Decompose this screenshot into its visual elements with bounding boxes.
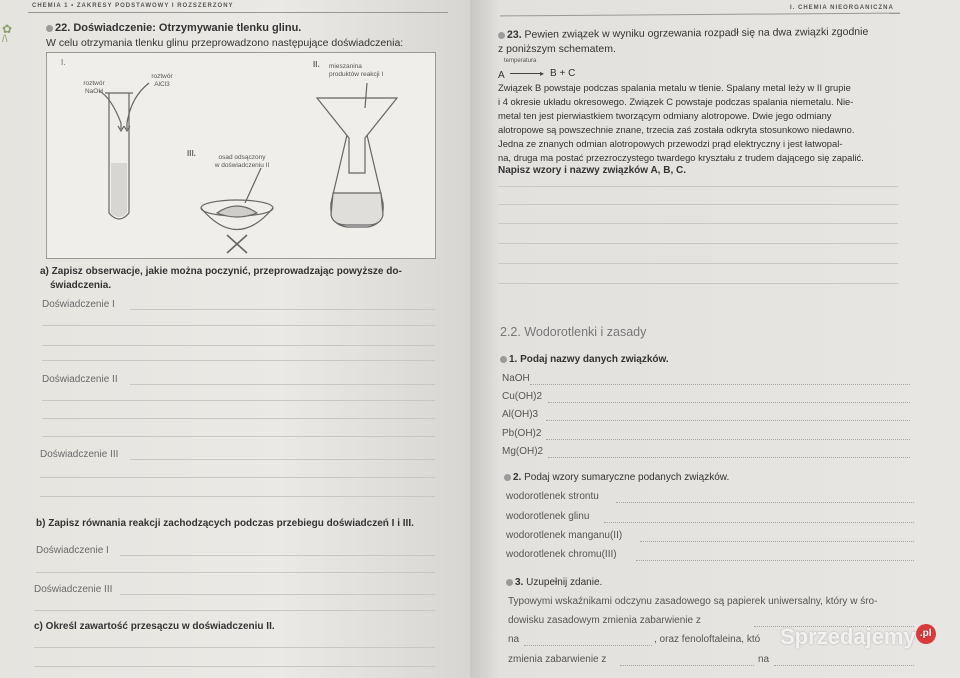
- task23-p6: na, druga ma postać przezroczystego twardego kryształu z trudem dającego się zapalić.: [498, 152, 864, 163]
- task2-item-strontium: wodorotlenek strontu: [506, 491, 599, 502]
- task23-p5: Jedna ze znanych odmian alotropowych przewodzi prąd elektryczny i jest łatwopal-: [498, 138, 843, 149]
- part-a-line2: świadczenia.: [50, 280, 112, 291]
- task3-heading: 3. Uzupełnij zdanie.: [506, 577, 602, 588]
- task23-command: Napisz wzory i nazwy związków A, B, C.: [498, 165, 687, 176]
- right-running-header: I. CHEMIA NIEORGANICZNA: [790, 5, 894, 11]
- difficulty-dot-icon: [504, 474, 511, 481]
- task1-item-mgoh2: Mg(OH)2: [502, 446, 544, 457]
- difficulty-dot-icon: [498, 32, 505, 39]
- b-exp1-label: Doświadczenie I: [36, 545, 109, 556]
- mixture-label: mieszanina produktów reakcji I: [329, 63, 384, 78]
- difficulty-dot-icon: [500, 356, 507, 363]
- leaf-ornament-icon: ✿: [2, 22, 13, 36]
- task23-p2: i 4 okresie układu okresowego. Związek C powstaje podczas spalania niemetalu. Nie-: [498, 96, 854, 107]
- left-running-header: CHEMIA 1 • ZAKRESY PODSTAWOWY I ROZSZERZONY: [32, 3, 234, 9]
- task3-line4b: na: [758, 654, 770, 665]
- evaporating-dish-icon: [201, 168, 273, 253]
- experiment-diagram: [46, 52, 436, 259]
- task22-heading: [46, 22, 301, 34]
- task22-number: 22.: [55, 22, 71, 34]
- right-page: [470, 0, 960, 678]
- task1-item-aloh3: Al(OH)3: [502, 409, 539, 420]
- watermark-logo: [780, 624, 936, 650]
- task1-item-naoh: NaOH: [502, 373, 530, 384]
- task2-heading: 2. Podaj wzory sumaryczne podanych związków.: [504, 472, 729, 483]
- difficulty-dot-icon: [506, 579, 513, 586]
- scheme-arrow: [510, 73, 542, 74]
- part-a-line1: a) Zapisz obserwacje, jakie można poczynić, przeprowadzając powyższe do-: [40, 266, 402, 277]
- task22-title: Doświadczenie: Otrzymywanie tlenku glinu.: [73, 22, 302, 34]
- test-tube-icon: [99, 83, 149, 219]
- task23-p4: alotropowe są powszechnie znane, trzecia zaś została odkryta stosunkowo niedawno.: [498, 124, 855, 135]
- naoh-label: roztwór NaOH: [83, 80, 105, 95]
- task2-item-manganese: wodorotlenek manganu(II): [506, 530, 623, 541]
- task3-line4a: zmienia zabarwienie z: [508, 654, 607, 665]
- task23-p1: Związek B powstaje podczas spalania metalu w tlenie. Spalany metal leży w II grupie: [498, 82, 851, 93]
- task1-heading: 1. Podaj nazwy danych związków.: [500, 354, 669, 365]
- left-page: [0, 0, 470, 678]
- apparatus-drawing: [47, 53, 435, 258]
- task3-line1: Typowymi wskaźnikami odczynu zasadowego są papierek uniwersalny, który w śro-: [508, 596, 878, 607]
- task2-item-aluminium: wodorotlenek glinu: [506, 511, 590, 522]
- part-b: b) Zapisz równania reakcji zachodzących podczas przebiegu doświadczeń I i III.: [36, 518, 414, 529]
- diagram-label-2: II.: [313, 60, 320, 69]
- task1-item-pboh2: Pb(OH)2: [502, 428, 542, 439]
- alcl3-label: roztwór AlCl3: [151, 73, 173, 88]
- arrow-head-icon: ▸: [540, 69, 545, 78]
- task22-intro: W celu otrzymania tlenku glinu przeprowadzono następujące doświadczenia:: [46, 37, 404, 49]
- funnel-flask-icon: [317, 83, 397, 227]
- diagram-label-1: I.: [61, 58, 66, 67]
- task3-line3b: , oraz fenoloftaleina, któ: [654, 634, 761, 645]
- exp2-label: Doświadczenie II: [42, 374, 118, 385]
- b-exp3-label: Doświadczenie III: [34, 584, 113, 595]
- scheme-a: A: [498, 70, 505, 81]
- task3-line2: dowisku zasadowym zmienia zabarwienie z: [508, 615, 701, 626]
- task23-p3: metal ten jest pierwiastkiem tworzącym odmiany alotropowe. Dwie jego odmiany: [498, 110, 832, 121]
- task2-item-chromium: wodorotlenek chromu(III): [506, 549, 617, 560]
- task1-item-cuoh2: Cu(OH)2: [502, 391, 543, 402]
- section-title: 2.2. Wodorotlenki i zasady: [500, 325, 647, 339]
- task23-line1: 23. Pewien związek w wyniku ogrzewania rozpadł się na dwa związki zgodnie: [498, 26, 868, 41]
- exp1-label: Doświadczenie I: [42, 299, 115, 310]
- watermark-text: Sprzedajemy: [780, 624, 916, 649]
- scheme-products: B + C: [550, 68, 576, 79]
- diagram-label-3: III.: [187, 149, 196, 158]
- part-c: c) Określ zawartość przesączu w doświadczeniu II.: [34, 621, 275, 632]
- scheme-temp: temperatura: [504, 58, 537, 64]
- watermark-suffix-badge: .pl: [916, 624, 936, 644]
- difficulty-dot-icon: [46, 25, 53, 32]
- precipitate-label: osad odsączony w doświadczeniu II: [214, 154, 270, 169]
- exp3-label: Doświadczenie III: [40, 449, 119, 460]
- task3-line3a: na: [508, 634, 520, 645]
- task23-line2: z poniższym schematem.: [498, 43, 616, 55]
- arrow-ornament-icon: /\: [2, 34, 8, 45]
